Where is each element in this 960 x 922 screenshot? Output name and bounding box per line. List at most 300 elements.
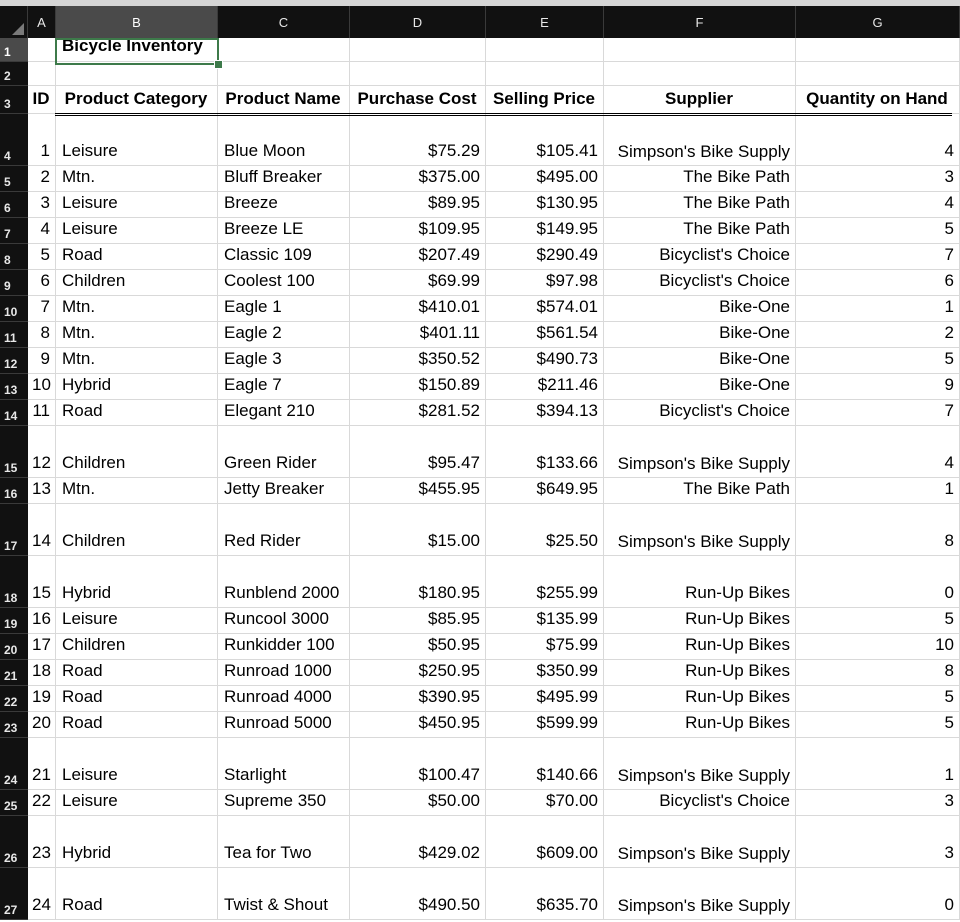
empty-cell[interactable] bbox=[486, 38, 604, 62]
table-cell[interactable] bbox=[604, 270, 796, 296]
table-cell[interactable] bbox=[350, 374, 486, 400]
table-cell[interactable] bbox=[796, 504, 960, 556]
cell-text: $133.66 bbox=[536, 453, 598, 472]
active-cell-outline bbox=[55, 38, 219, 65]
table-cell[interactable] bbox=[56, 660, 218, 686]
cell-text: Elegant 210 bbox=[224, 401, 315, 420]
cell-text: 15 bbox=[32, 583, 51, 602]
row-header-26[interactable]: 26 bbox=[0, 816, 28, 868]
column-header-c[interactable]: C bbox=[218, 6, 350, 38]
cell-text: $95.47 bbox=[428, 453, 480, 472]
table-cell[interactable] bbox=[28, 660, 56, 686]
empty-cell[interactable] bbox=[796, 62, 960, 86]
cell-text: $609.00 bbox=[536, 843, 598, 862]
table-cell[interactable] bbox=[486, 660, 604, 686]
table-cell[interactable] bbox=[218, 738, 350, 790]
table-cell[interactable] bbox=[796, 426, 960, 478]
row-header-2[interactable]: 2 bbox=[0, 62, 28, 86]
table-cell[interactable] bbox=[350, 426, 486, 478]
table-cell[interactable] bbox=[218, 608, 350, 634]
table-cell[interactable] bbox=[56, 322, 218, 348]
table-cell[interactable] bbox=[486, 790, 604, 816]
empty-cell[interactable] bbox=[28, 62, 56, 86]
table-cell[interactable] bbox=[56, 556, 218, 608]
row-header-6[interactable]: 6 bbox=[0, 192, 28, 218]
table-cell[interactable] bbox=[604, 738, 796, 790]
table-cell[interactable] bbox=[486, 348, 604, 374]
cell-text: Product Name bbox=[225, 89, 341, 108]
table-cell[interactable] bbox=[56, 348, 218, 374]
row-header-25[interactable]: 25 bbox=[0, 790, 28, 816]
row-header-9[interactable]: 9 bbox=[0, 270, 28, 296]
table-cell[interactable] bbox=[56, 478, 218, 504]
empty-cell[interactable] bbox=[486, 62, 604, 86]
table-cell[interactable] bbox=[796, 166, 960, 192]
row-header-14[interactable]: 14 bbox=[0, 400, 28, 426]
table-cell[interactable] bbox=[604, 114, 796, 166]
table-cell[interactable] bbox=[350, 114, 486, 166]
cell-text: $75.99 bbox=[546, 635, 598, 654]
table-cell[interactable] bbox=[350, 166, 486, 192]
cell-text: 22 bbox=[32, 791, 51, 810]
table-cell[interactable] bbox=[604, 790, 796, 816]
cell-text: 10 bbox=[935, 635, 954, 654]
table-cell[interactable] bbox=[350, 556, 486, 608]
row-header-15[interactable]: 15 bbox=[0, 426, 28, 478]
table-cell[interactable] bbox=[218, 218, 350, 244]
cell-text: Eagle 2 bbox=[224, 323, 282, 342]
table-cell[interactable] bbox=[486, 738, 604, 790]
cell-text: $150.89 bbox=[418, 375, 480, 394]
table-cell[interactable] bbox=[28, 192, 56, 218]
row-header-19[interactable]: 19 bbox=[0, 608, 28, 634]
table-cell[interactable] bbox=[218, 426, 350, 478]
cell-text: 5 bbox=[944, 713, 954, 732]
table-cell[interactable] bbox=[796, 556, 960, 608]
column-title-5[interactable] bbox=[604, 86, 796, 114]
table-cell[interactable] bbox=[796, 816, 960, 868]
table-cell[interactable] bbox=[604, 478, 796, 504]
row-header-27[interactable]: 27 bbox=[0, 868, 28, 920]
row-header-18[interactable]: 18 bbox=[0, 556, 28, 608]
table-cell[interactable] bbox=[28, 426, 56, 478]
table-cell[interactable] bbox=[796, 192, 960, 218]
cell-text: $390.95 bbox=[418, 687, 480, 706]
table-cell[interactable] bbox=[28, 868, 56, 920]
row-header-11[interactable]: 11 bbox=[0, 322, 28, 348]
table-cell[interactable] bbox=[56, 868, 218, 920]
table-cell[interactable] bbox=[218, 270, 350, 296]
table-cell[interactable] bbox=[486, 192, 604, 218]
cell-text: The Bike Path bbox=[683, 479, 790, 498]
empty-cell[interactable] bbox=[350, 38, 486, 62]
table-cell[interactable] bbox=[796, 634, 960, 660]
table-cell[interactable] bbox=[218, 868, 350, 920]
table-cell[interactable] bbox=[218, 322, 350, 348]
table-cell[interactable] bbox=[604, 504, 796, 556]
cell-text: Children bbox=[62, 531, 126, 550]
cell-text: Supplier bbox=[664, 89, 733, 108]
row-header-21[interactable]: 21 bbox=[0, 660, 28, 686]
table-cell[interactable] bbox=[350, 660, 486, 686]
table-cell[interactable] bbox=[218, 114, 350, 166]
table-cell[interactable] bbox=[218, 790, 350, 816]
cell-text: 3 bbox=[944, 843, 954, 862]
cell-text: $149.95 bbox=[536, 219, 598, 238]
table-cell[interactable] bbox=[218, 374, 350, 400]
table-cell[interactable] bbox=[28, 504, 56, 556]
cell-text: Runkidder 100 bbox=[224, 635, 335, 654]
column-header-e[interactable]: E bbox=[486, 6, 604, 38]
empty-cell[interactable] bbox=[604, 38, 796, 62]
table-cell[interactable] bbox=[350, 478, 486, 504]
table-cell[interactable] bbox=[350, 738, 486, 790]
table-cell[interactable] bbox=[56, 218, 218, 244]
cell-text: Bicyclist's Choice bbox=[659, 271, 790, 290]
column-header-a[interactable]: A bbox=[28, 6, 56, 38]
table-cell[interactable] bbox=[604, 712, 796, 738]
table-cell[interactable] bbox=[486, 322, 604, 348]
table-cell[interactable] bbox=[350, 218, 486, 244]
table-cell[interactable] bbox=[28, 400, 56, 426]
table-cell[interactable] bbox=[56, 712, 218, 738]
table-cell[interactable] bbox=[486, 868, 604, 920]
table-cell[interactable] bbox=[486, 504, 604, 556]
table-cell[interactable] bbox=[796, 348, 960, 374]
cell-text: Runcool 3000 bbox=[224, 609, 329, 628]
table-cell[interactable] bbox=[218, 296, 350, 322]
table-cell[interactable] bbox=[350, 712, 486, 738]
cell-text: $70.00 bbox=[546, 791, 598, 810]
table-cell[interactable] bbox=[486, 816, 604, 868]
fill-handle[interactable] bbox=[214, 60, 223, 69]
table-cell[interactable] bbox=[28, 608, 56, 634]
row-header-16[interactable]: 16 bbox=[0, 478, 28, 504]
table-cell[interactable] bbox=[28, 322, 56, 348]
table-cell[interactable] bbox=[796, 478, 960, 504]
table-cell[interactable] bbox=[218, 244, 350, 270]
cell-text: 9 bbox=[944, 375, 954, 394]
row-header-22[interactable]: 22 bbox=[0, 686, 28, 712]
column-title-0[interactable] bbox=[28, 86, 56, 114]
table-cell[interactable] bbox=[604, 556, 796, 608]
cell-text: $401.11 bbox=[419, 323, 480, 342]
table-cell[interactable] bbox=[28, 374, 56, 400]
row-header-20[interactable]: 20 bbox=[0, 634, 28, 660]
table-cell[interactable] bbox=[28, 166, 56, 192]
cell-text: 17 bbox=[32, 635, 51, 654]
table-cell[interactable] bbox=[56, 426, 218, 478]
cell-text: Bike-One bbox=[719, 297, 790, 316]
table-cell[interactable] bbox=[218, 478, 350, 504]
empty-cell[interactable] bbox=[604, 62, 796, 86]
cell-text: $410.01 bbox=[418, 297, 480, 316]
table-cell[interactable] bbox=[486, 166, 604, 192]
table-cell[interactable] bbox=[604, 348, 796, 374]
table-cell[interactable] bbox=[56, 296, 218, 322]
table-cell[interactable] bbox=[350, 322, 486, 348]
cell-text: 18 bbox=[32, 661, 51, 680]
column-title-4[interactable] bbox=[486, 86, 604, 114]
table-cell[interactable] bbox=[486, 400, 604, 426]
table-cell[interactable] bbox=[604, 244, 796, 270]
column-header-d[interactable]: D bbox=[350, 6, 486, 38]
table-cell[interactable] bbox=[56, 634, 218, 660]
cell-text: Road bbox=[62, 687, 103, 706]
table-cell[interactable] bbox=[56, 166, 218, 192]
table-cell[interactable] bbox=[28, 712, 56, 738]
table-cell[interactable] bbox=[28, 686, 56, 712]
table-cell[interactable] bbox=[218, 712, 350, 738]
table-cell[interactable] bbox=[604, 816, 796, 868]
table-cell[interactable] bbox=[28, 556, 56, 608]
column-title-2[interactable] bbox=[218, 86, 350, 114]
table-cell[interactable] bbox=[604, 686, 796, 712]
column-header-g[interactable]: G bbox=[796, 6, 960, 38]
table-cell[interactable] bbox=[486, 374, 604, 400]
table-cell[interactable] bbox=[604, 608, 796, 634]
table-cell[interactable] bbox=[796, 738, 960, 790]
cell-text: $561.54 bbox=[536, 323, 598, 342]
table-cell[interactable] bbox=[218, 504, 350, 556]
cell-text: $75.29 bbox=[428, 141, 480, 160]
table-cell[interactable] bbox=[28, 738, 56, 790]
table-cell[interactable] bbox=[218, 400, 350, 426]
row-header-10[interactable]: 10 bbox=[0, 296, 28, 322]
table-cell[interactable] bbox=[218, 348, 350, 374]
row-header-23[interactable]: 23 bbox=[0, 712, 28, 738]
table-cell[interactable] bbox=[604, 634, 796, 660]
table-cell[interactable] bbox=[796, 608, 960, 634]
header-double-underline bbox=[55, 113, 952, 116]
table-cell[interactable] bbox=[796, 218, 960, 244]
table-cell[interactable] bbox=[350, 244, 486, 270]
cell-text: Leisure bbox=[62, 193, 118, 212]
row-header-5[interactable]: 5 bbox=[0, 166, 28, 192]
table-cell[interactable] bbox=[56, 738, 218, 790]
cell-text: 2 bbox=[40, 167, 50, 186]
table-cell[interactable] bbox=[486, 478, 604, 504]
empty-cell[interactable] bbox=[56, 62, 218, 86]
table-cell[interactable] bbox=[218, 660, 350, 686]
cell-text: $69.99 bbox=[428, 271, 480, 290]
table-cell[interactable] bbox=[604, 218, 796, 244]
table-cell[interactable] bbox=[796, 322, 960, 348]
table-cell[interactable] bbox=[350, 686, 486, 712]
cell-text: Road bbox=[62, 245, 103, 264]
table-cell[interactable] bbox=[796, 712, 960, 738]
table-cell[interactable] bbox=[604, 192, 796, 218]
table-cell[interactable] bbox=[28, 790, 56, 816]
table-cell[interactable] bbox=[350, 608, 486, 634]
table-cell[interactable] bbox=[218, 634, 350, 660]
table-cell[interactable] bbox=[350, 868, 486, 920]
cell-text: Run-Up Bikes bbox=[685, 635, 790, 654]
table-cell[interactable] bbox=[56, 270, 218, 296]
cell-text: Run-Up Bikes bbox=[685, 609, 790, 628]
empty-cell[interactable] bbox=[28, 38, 56, 62]
empty-cell[interactable] bbox=[796, 38, 960, 62]
cell-text: Breeze bbox=[224, 193, 278, 212]
table-cell[interactable] bbox=[486, 426, 604, 478]
cell-text: 1 bbox=[944, 479, 954, 498]
cell-text: Green Rider bbox=[224, 453, 317, 472]
table-cell[interactable] bbox=[350, 504, 486, 556]
table-cell[interactable] bbox=[796, 660, 960, 686]
table-cell[interactable] bbox=[486, 270, 604, 296]
table-cell[interactable] bbox=[796, 686, 960, 712]
cell-text: Coolest 100 bbox=[224, 271, 315, 290]
cell-text: Jetty Breaker bbox=[224, 479, 325, 498]
cell-text: $455.95 bbox=[418, 479, 480, 498]
table-cell[interactable] bbox=[350, 634, 486, 660]
table-cell[interactable] bbox=[28, 114, 56, 166]
cell-text: Simpson's Bike Supply bbox=[617, 532, 790, 551]
cell-text: $97.98 bbox=[546, 271, 598, 290]
cell-text: 1 bbox=[40, 141, 50, 160]
row-header-24[interactable]: 24 bbox=[0, 738, 28, 790]
table-cell[interactable] bbox=[604, 296, 796, 322]
table-cell[interactable] bbox=[796, 374, 960, 400]
table-cell[interactable] bbox=[56, 504, 218, 556]
table-cell[interactable] bbox=[56, 816, 218, 868]
cell-text: Run-Up Bikes bbox=[685, 713, 790, 732]
cell-text: Quantity on Hand bbox=[806, 89, 948, 108]
table-cell[interactable] bbox=[350, 816, 486, 868]
table-cell[interactable] bbox=[486, 712, 604, 738]
select-all-corner[interactable] bbox=[0, 6, 28, 38]
cell-text: 24 bbox=[32, 895, 51, 914]
cell-text: 1 bbox=[944, 765, 954, 784]
table-cell[interactable] bbox=[486, 634, 604, 660]
table-cell[interactable] bbox=[56, 400, 218, 426]
cell-text: Simpson's Bike Supply bbox=[617, 844, 790, 863]
row-header-1[interactable]: 1 bbox=[0, 38, 28, 62]
empty-cell[interactable] bbox=[218, 62, 350, 86]
table-cell[interactable] bbox=[218, 816, 350, 868]
cell-text: $394.13 bbox=[536, 401, 598, 420]
table-cell[interactable] bbox=[486, 556, 604, 608]
table-cell[interactable] bbox=[350, 790, 486, 816]
cell-text: 1 bbox=[944, 297, 954, 316]
table-cell[interactable] bbox=[28, 218, 56, 244]
table-cell[interactable] bbox=[218, 192, 350, 218]
row-header-12[interactable]: 12 bbox=[0, 348, 28, 374]
cell-text: Runroad 5000 bbox=[224, 713, 332, 732]
cell-text: 23 bbox=[32, 843, 51, 862]
column-title-3[interactable] bbox=[350, 86, 486, 114]
cell-text: 20 bbox=[32, 713, 51, 732]
table-cell[interactable] bbox=[796, 114, 960, 166]
column-title-1[interactable] bbox=[56, 86, 218, 114]
cell-text: Bicyclist's Choice bbox=[659, 791, 790, 810]
cell-text: The Bike Path bbox=[683, 167, 790, 186]
table-cell[interactable] bbox=[56, 374, 218, 400]
row-header-8[interactable]: 8 bbox=[0, 244, 28, 270]
cell-text: 3 bbox=[40, 193, 50, 212]
table-cell[interactable] bbox=[28, 244, 56, 270]
table-cell[interactable] bbox=[796, 296, 960, 322]
table-cell[interactable] bbox=[604, 400, 796, 426]
cell-text: $281.52 bbox=[418, 401, 480, 420]
table-cell[interactable] bbox=[604, 868, 796, 920]
table-cell[interactable] bbox=[28, 348, 56, 374]
table-cell[interactable] bbox=[796, 244, 960, 270]
table-cell[interactable] bbox=[28, 478, 56, 504]
table-cell[interactable] bbox=[796, 790, 960, 816]
cell-text: Product Category bbox=[64, 89, 208, 108]
table-cell[interactable] bbox=[486, 296, 604, 322]
cell-text: $100.47 bbox=[418, 765, 480, 784]
table-cell[interactable] bbox=[28, 634, 56, 660]
table-cell[interactable] bbox=[56, 790, 218, 816]
table-cell[interactable] bbox=[604, 322, 796, 348]
table-cell[interactable] bbox=[350, 270, 486, 296]
empty-cell[interactable] bbox=[218, 38, 350, 62]
cell-text: $25.50 bbox=[546, 531, 598, 550]
table-cell[interactable] bbox=[486, 114, 604, 166]
cell-text: Leisure bbox=[62, 141, 118, 160]
row-header-7[interactable]: 7 bbox=[0, 218, 28, 244]
row-header-17[interactable]: 17 bbox=[0, 504, 28, 556]
cell-text: $375.00 bbox=[418, 167, 480, 186]
empty-cell[interactable] bbox=[350, 62, 486, 86]
cell-text: Simpson's Bike Supply bbox=[617, 142, 790, 161]
table-cell[interactable] bbox=[218, 686, 350, 712]
table-cell[interactable] bbox=[56, 608, 218, 634]
table-cell[interactable] bbox=[56, 114, 218, 166]
table-cell[interactable] bbox=[218, 166, 350, 192]
row-header-4[interactable]: 4 bbox=[0, 114, 28, 166]
column-title-6[interactable] bbox=[796, 86, 960, 114]
table-cell[interactable] bbox=[350, 348, 486, 374]
row-header-3[interactable]: 3 bbox=[0, 86, 28, 114]
table-cell[interactable] bbox=[486, 608, 604, 634]
table-cell[interactable] bbox=[604, 166, 796, 192]
table-cell[interactable] bbox=[604, 374, 796, 400]
column-header-f[interactable]: F bbox=[604, 6, 796, 38]
cell-text: Bicyclist's Choice bbox=[659, 245, 790, 264]
cell-text: 9 bbox=[40, 349, 50, 368]
table-cell[interactable] bbox=[350, 192, 486, 218]
cell-text: $574.01 bbox=[536, 297, 598, 316]
cell-text: Blue Moon bbox=[224, 141, 306, 160]
cell-text: $135.99 bbox=[536, 609, 598, 628]
table-cell[interactable] bbox=[56, 686, 218, 712]
table-cell[interactable] bbox=[796, 270, 960, 296]
table-cell[interactable] bbox=[350, 296, 486, 322]
table-cell[interactable] bbox=[796, 868, 960, 920]
row-header-13[interactable]: 13 bbox=[0, 374, 28, 400]
table-cell[interactable] bbox=[604, 426, 796, 478]
table-cell[interactable] bbox=[796, 400, 960, 426]
table-cell[interactable] bbox=[218, 556, 350, 608]
table-cell[interactable] bbox=[604, 660, 796, 686]
table-cell[interactable] bbox=[350, 400, 486, 426]
table-cell[interactable] bbox=[28, 270, 56, 296]
cell-text: Bike-One bbox=[719, 323, 790, 342]
table-cell[interactable] bbox=[486, 244, 604, 270]
cell-text: Supreme 350 bbox=[224, 791, 327, 810]
table-cell[interactable] bbox=[486, 218, 604, 244]
table-cell[interactable] bbox=[56, 244, 218, 270]
column-header-b[interactable]: B bbox=[56, 6, 218, 38]
table-cell[interactable] bbox=[486, 686, 604, 712]
cell-text: Eagle 7 bbox=[224, 375, 282, 394]
table-cell[interactable] bbox=[56, 192, 218, 218]
table-cell[interactable] bbox=[28, 296, 56, 322]
table-cell[interactable] bbox=[28, 816, 56, 868]
